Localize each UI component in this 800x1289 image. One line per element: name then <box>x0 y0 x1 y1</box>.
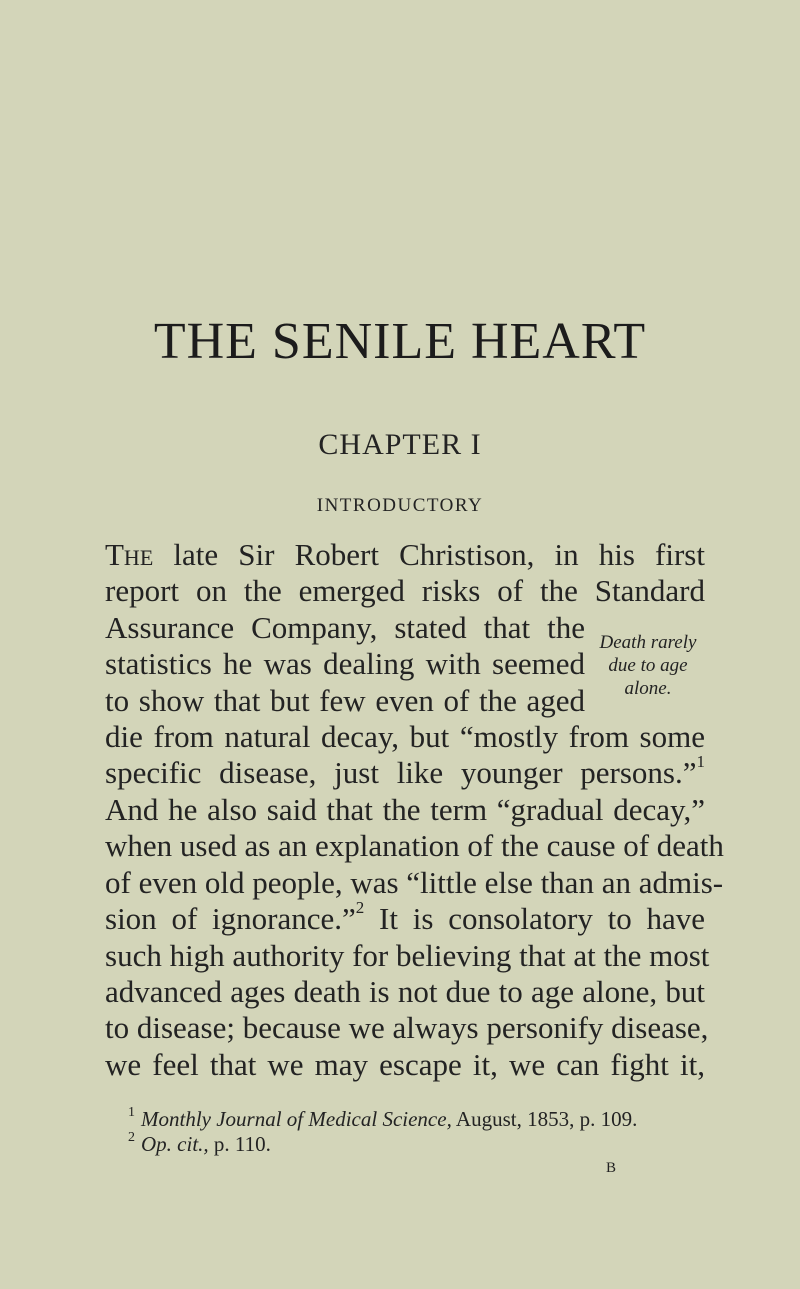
line-text: It is consolatory to have <box>379 901 705 936</box>
text-line: die from natural decay, but “mostly from some <box>105 719 705 754</box>
footnote-number: 1 <box>128 1105 135 1120</box>
footnote-ref: 1 <box>696 752 705 771</box>
chapter-heading: CHAPTER I <box>318 428 482 461</box>
chapter-title: INTRODUCTORY <box>316 495 484 516</box>
margin-note-line: due to age <box>608 654 688 676</box>
text-line: statistics he was dealing with seemed <box>105 646 585 681</box>
text-line: report on the emerged risks of the Standard <box>105 573 705 608</box>
footnote-number: 2 <box>128 1130 135 1145</box>
line-text: late Sir Robert Christison, in his first <box>173 537 705 572</box>
footnote-source: Op. cit., <box>141 1132 209 1156</box>
text-line: to show that but few even of the aged <box>105 683 585 718</box>
line-text: sion of ignorance.” <box>105 901 356 936</box>
footnote-text: p. 110. <box>213 1132 271 1156</box>
text-line: when used as an explanation of the cause of death <box>105 828 724 863</box>
footnote-2 <box>128 1132 271 1157</box>
footnote-1 <box>128 1107 637 1132</box>
text-line: such high authority for believing that at the most <box>105 938 710 973</box>
text-line: of even old people, was “little else than an admis- <box>105 865 724 900</box>
footnote-text: August, 1853, p. 109. <box>455 1107 638 1131</box>
text-line: advanced ages death is not due to age alone, but <box>105 974 705 1009</box>
text-line: And he also said that the term “gradual decay,” <box>105 792 705 827</box>
text-line: Assurance Company, stated that the <box>105 610 585 645</box>
margin-note-line: Death rarely <box>599 632 697 653</box>
text-line <box>105 898 705 936</box>
first-word: The <box>105 537 154 572</box>
margin-note <box>578 632 718 700</box>
text-line: we feel that we may escape it, we can fight it, <box>105 1047 705 1082</box>
text-line: to disease; because we always personify disease, <box>105 1010 709 1045</box>
book-title: THE SENILE HEART <box>153 313 647 370</box>
text-line <box>105 752 705 790</box>
margin-note-line: alone. <box>624 677 672 699</box>
footnote-source: Monthly Journal of Medical Science, <box>141 1107 452 1131</box>
signature-mark: B <box>606 1160 618 1176</box>
text-line <box>105 539 705 570</box>
footnote-ref: 2 <box>355 898 365 917</box>
line-text: specific disease, just like younger persons.” <box>105 755 697 790</box>
